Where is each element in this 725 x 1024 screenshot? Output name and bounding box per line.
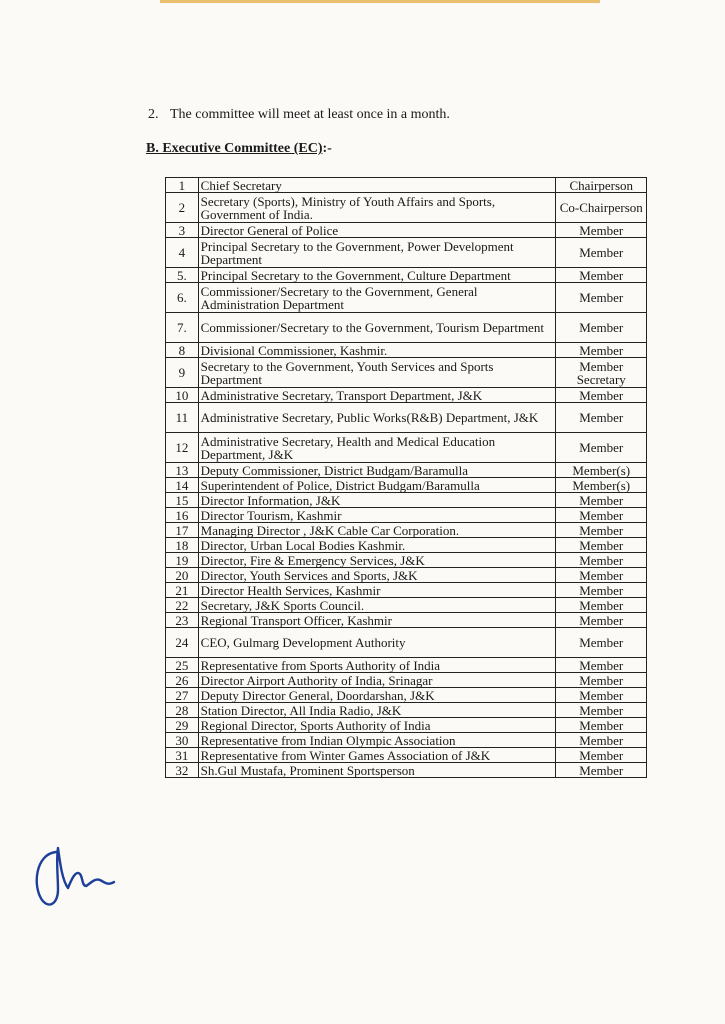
- role-cell: Chairperson: [556, 178, 647, 193]
- table-row: [166, 658, 647, 673]
- serial-number-cell: 27: [166, 688, 199, 703]
- table-row: [166, 478, 647, 493]
- designation-cell: Principal Secretary to the Government, Culture Department: [198, 268, 556, 283]
- designation-cell: Sh.Gul Mustafa, Prominent Sportsperson: [198, 763, 556, 778]
- serial-number-cell: 14: [166, 478, 199, 493]
- serial-number-cell: 12: [166, 433, 199, 463]
- serial-number-cell: 7.: [166, 313, 199, 343]
- role-cell: Member: [556, 703, 647, 718]
- designation-cell: CEO, Gulmarg Development Authority: [198, 628, 556, 658]
- serial-number-cell: 3: [166, 223, 199, 238]
- designation-cell: Representative from Winter Games Association of J&K: [198, 748, 556, 763]
- executive-committee-table: [165, 177, 647, 778]
- paragraph-text: The committee will meet at least once in a month.: [170, 107, 450, 122]
- designation-cell: Director Airport Authority of India, Srinagar: [198, 673, 556, 688]
- serial-number-cell: 19: [166, 553, 199, 568]
- table-row: [166, 673, 647, 688]
- role-cell: Member: [556, 343, 647, 358]
- table-row: [166, 703, 647, 718]
- role-cell: Member: [556, 628, 647, 658]
- role-cell: Member: [556, 613, 647, 628]
- serial-number-cell: 25: [166, 658, 199, 673]
- designation-cell: Commissioner/Secretary to the Government, General Administration Department: [198, 283, 556, 313]
- serial-number-cell: 31: [166, 748, 199, 763]
- role-cell: Member: [556, 658, 647, 673]
- serial-number-cell: 29: [166, 718, 199, 733]
- serial-number-cell: 23: [166, 613, 199, 628]
- section-heading-suffix: :-: [322, 141, 332, 156]
- designation-cell: Secretary, J&K Sports Council.: [198, 598, 556, 613]
- serial-number-cell: 24: [166, 628, 199, 658]
- table-row: [166, 508, 647, 523]
- serial-number-cell: 9: [166, 358, 199, 388]
- table-row: [166, 388, 647, 403]
- designation-cell: Principal Secretary to the Government, Power Development Department: [198, 238, 556, 268]
- serial-number-cell: 17: [166, 523, 199, 538]
- role-cell: Member: [556, 238, 647, 268]
- table-row: [166, 628, 647, 658]
- table-row: [166, 463, 647, 478]
- role-cell: Member: [556, 403, 647, 433]
- table-row: [166, 583, 647, 598]
- serial-number-cell: 18: [166, 538, 199, 553]
- role-cell: Member: [556, 598, 647, 613]
- table-row: [166, 268, 647, 283]
- paragraph-number: 2.: [148, 107, 159, 122]
- table-row: [166, 358, 647, 388]
- serial-number-cell: 10: [166, 388, 199, 403]
- role-cell: Member: [556, 553, 647, 568]
- role-cell: Member: [556, 538, 647, 553]
- serial-number-cell: 28: [166, 703, 199, 718]
- table-row: [166, 568, 647, 583]
- role-cell: Member: [556, 718, 647, 733]
- role-cell: Member: [556, 313, 647, 343]
- table-row: [166, 193, 647, 223]
- designation-cell: Deputy Commissioner, District Budgam/Baramulla: [198, 463, 556, 478]
- serial-number-cell: 5.: [166, 268, 199, 283]
- designation-cell: Director, Youth Services and Sports, J&K: [198, 568, 556, 583]
- paragraph-2: [148, 107, 450, 123]
- serial-number-cell: 26: [166, 673, 199, 688]
- serial-number-cell: 16: [166, 508, 199, 523]
- designation-cell: Director General of Police: [198, 223, 556, 238]
- designation-cell: Director, Fire & Emergency Services, J&K: [198, 553, 556, 568]
- serial-number-cell: 8: [166, 343, 199, 358]
- table-row: [166, 433, 647, 463]
- serial-number-cell: 6.: [166, 283, 199, 313]
- role-cell: Member: [556, 733, 647, 748]
- designation-cell: Divisional Commissioner, Kashmir.: [198, 343, 556, 358]
- section-heading: [146, 141, 332, 157]
- table-row: [166, 343, 647, 358]
- table-row: [166, 223, 647, 238]
- serial-number-cell: 21: [166, 583, 199, 598]
- table-row: [166, 553, 647, 568]
- page-top-edge: [160, 0, 600, 3]
- designation-cell: Superintendent of Police, District Budgam/Baramulla: [198, 478, 556, 493]
- table-row: [166, 538, 647, 553]
- role-cell: Member: [556, 688, 647, 703]
- designation-cell: Director Health Services, Kashmir: [198, 583, 556, 598]
- designation-cell: Secretary to the Government, Youth Services and Sports Department: [198, 358, 556, 388]
- role-cell: Member Secretary: [556, 358, 647, 388]
- role-cell: Member: [556, 508, 647, 523]
- designation-cell: Representative from Indian Olympic Association: [198, 733, 556, 748]
- table-row: [166, 688, 647, 703]
- role-cell: Member: [556, 748, 647, 763]
- table-row: [166, 733, 647, 748]
- table-row: [166, 283, 647, 313]
- serial-number-cell: 20: [166, 568, 199, 583]
- serial-number-cell: 15: [166, 493, 199, 508]
- section-heading-label: B. Executive Committee (EC): [146, 141, 323, 156]
- designation-cell: Station Director, All India Radio, J&K: [198, 703, 556, 718]
- handwritten-signature: [28, 830, 118, 915]
- table-row: [166, 493, 647, 508]
- designation-cell: Administrative Secretary, Transport Department, J&K: [198, 388, 556, 403]
- role-cell: Member(s): [556, 478, 647, 493]
- designation-cell: Secretary (Sports), Ministry of Youth Affairs and Sports, Government of India.: [198, 193, 556, 223]
- designation-cell: Director Information, J&K: [198, 493, 556, 508]
- role-cell: Member: [556, 673, 647, 688]
- role-cell: Member: [556, 283, 647, 313]
- table-row: [166, 313, 647, 343]
- designation-cell: Director, Urban Local Bodies Kashmir.: [198, 538, 556, 553]
- designation-cell: Regional Transport Officer, Kashmir: [198, 613, 556, 628]
- designation-cell: Chief Secretary: [198, 178, 556, 193]
- role-cell: Member: [556, 388, 647, 403]
- serial-number-cell: 32: [166, 763, 199, 778]
- serial-number-cell: 13: [166, 463, 199, 478]
- table-row: [166, 763, 647, 778]
- serial-number-cell: 2: [166, 193, 199, 223]
- designation-cell: Representative from Sports Authority of India: [198, 658, 556, 673]
- serial-number-cell: 22: [166, 598, 199, 613]
- role-cell: Member: [556, 523, 647, 538]
- role-cell: Member: [556, 223, 647, 238]
- table-row: [166, 718, 647, 733]
- role-cell: Member: [556, 583, 647, 598]
- table-row: [166, 598, 647, 613]
- designation-cell: Commissioner/Secretary to the Government, Tourism Department: [198, 313, 556, 343]
- role-cell: Member: [556, 763, 647, 778]
- role-cell: Member(s): [556, 463, 647, 478]
- serial-number-cell: 1: [166, 178, 199, 193]
- serial-number-cell: 4: [166, 238, 199, 268]
- designation-cell: Deputy Director General, Doordarshan, J&K: [198, 688, 556, 703]
- table-row: [166, 748, 647, 763]
- serial-number-cell: 30: [166, 733, 199, 748]
- role-cell: Member: [556, 433, 647, 463]
- serial-number-cell: 11: [166, 403, 199, 433]
- role-cell: Co-Chairperson: [556, 193, 647, 223]
- table-row: [166, 523, 647, 538]
- role-cell: Member: [556, 568, 647, 583]
- role-cell: Member: [556, 268, 647, 283]
- designation-cell: Director Tourism, Kashmir: [198, 508, 556, 523]
- designation-cell: Regional Director, Sports Authority of India: [198, 718, 556, 733]
- designation-cell: Administrative Secretary, Public Works(R&B) Department, J&K: [198, 403, 556, 433]
- designation-cell: Administrative Secretary, Health and Medical Education Department, J&K: [198, 433, 556, 463]
- table-row: [166, 178, 647, 193]
- designation-cell: Managing Director , J&K Cable Car Corporation.: [198, 523, 556, 538]
- table-row: [166, 403, 647, 433]
- role-cell: Member: [556, 493, 647, 508]
- table-row: [166, 238, 647, 268]
- table-row: [166, 613, 647, 628]
